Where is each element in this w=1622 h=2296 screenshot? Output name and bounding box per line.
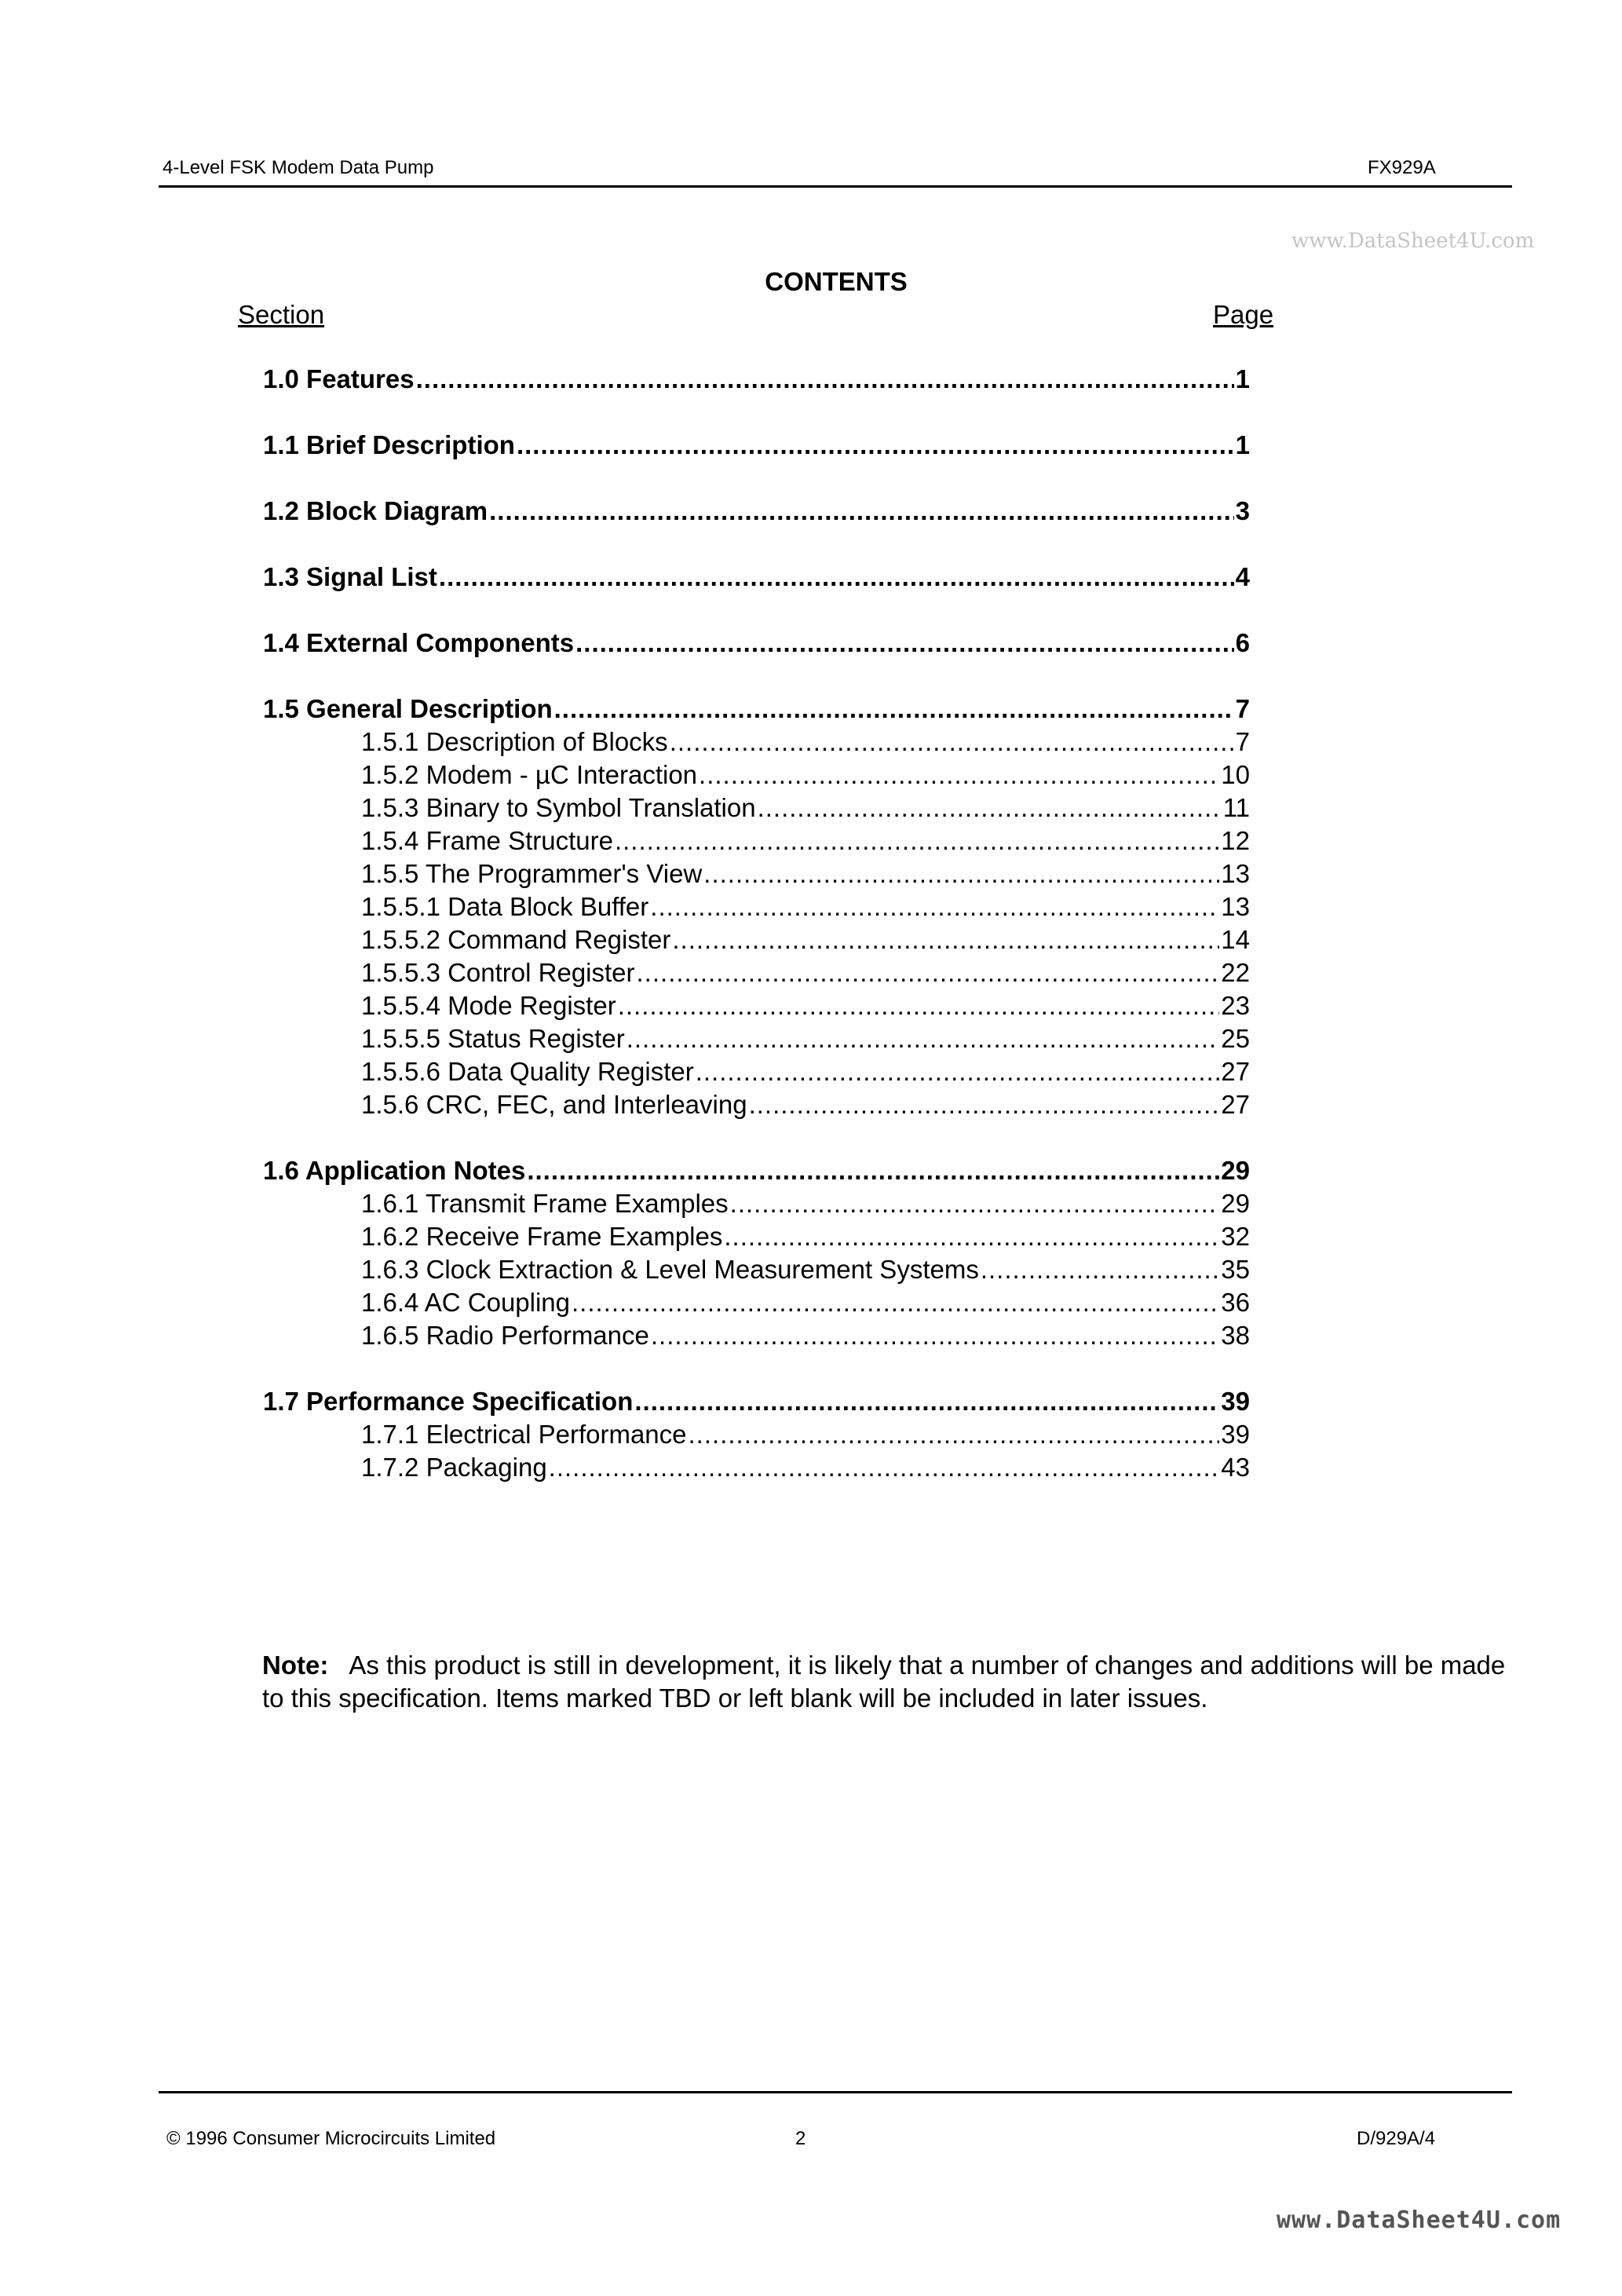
toc-section-entry[interactable] xyxy=(263,561,1250,594)
page-column-header: Page xyxy=(1213,300,1274,329)
toc-entry-page: 6 xyxy=(1235,628,1250,657)
toc-entry-page: 29 xyxy=(1221,1189,1250,1218)
toc-entry-page: 12 xyxy=(1221,826,1250,855)
toc-dot-leader xyxy=(627,1022,1220,1055)
toc-entry-label: 1.5.1 Description of Blocks xyxy=(361,727,668,756)
footer-document-code: D/929A/4 xyxy=(1357,2128,1436,2149)
toc-entry-label: 1.2 Block Diagram xyxy=(263,496,488,525)
toc-entry-label: 1.0 Features xyxy=(263,364,415,393)
toc-subsection-entry[interactable] xyxy=(263,1220,1250,1253)
toc-entry-label: 1.7 Performance Specification xyxy=(263,1387,634,1416)
toc-gap xyxy=(263,396,1250,429)
toc-section-entry[interactable] xyxy=(263,1385,1250,1418)
toc-entry-label: 1.6.2 Receive Frame Examples xyxy=(361,1222,723,1251)
toc-entry-page: 11 xyxy=(1222,793,1250,822)
toc-entry-page: 1 xyxy=(1235,364,1250,393)
toc-entry-label: 1.6.5 Radio Performance xyxy=(361,1321,649,1350)
toc-entry-page: 36 xyxy=(1221,1288,1250,1317)
toc-entry-page: 4 xyxy=(1235,562,1250,591)
toc-entry-page: 22 xyxy=(1221,958,1250,987)
table-of-contents xyxy=(263,363,1250,1484)
toc-subsection-entry[interactable] xyxy=(263,1418,1250,1451)
toc-dot-leader xyxy=(416,363,1234,396)
toc-entry-label: 1.5.2 Modem - µC Interaction xyxy=(361,760,698,789)
toc-gap xyxy=(263,1121,1250,1154)
toc-subsection-entry[interactable] xyxy=(263,1286,1250,1319)
toc-entry-label: 1.5 General Description xyxy=(263,694,553,723)
header-part-number: FX929A xyxy=(1368,157,1436,178)
toc-gap xyxy=(263,462,1250,495)
toc-subsection-entry[interactable] xyxy=(263,923,1250,956)
toc-entry-page: 32 xyxy=(1221,1222,1250,1251)
toc-subsection-entry[interactable] xyxy=(263,1187,1250,1220)
toc-entry-label: 1.5.5.2 Command Register xyxy=(361,925,671,954)
toc-entry-label: 1.5.5.6 Data Quality Register xyxy=(361,1057,694,1086)
toc-dot-leader xyxy=(696,1055,1220,1088)
toc-dot-leader xyxy=(618,989,1220,1022)
toc-entry-page: 13 xyxy=(1221,892,1250,921)
toc-dot-leader xyxy=(981,1253,1219,1286)
toc-entry-label: 1.5.4 Frame Structure xyxy=(361,826,613,855)
toc-dot-leader xyxy=(699,759,1219,792)
toc-entry-label: 1.5.5.1 Data Block Buffer xyxy=(361,892,649,921)
toc-subsection-entry[interactable] xyxy=(263,726,1250,759)
section-column-header: Section xyxy=(238,300,325,329)
note-text: As this product is still in development, it is likely that a number of changes and additions will be made to this specification. Items marked TBD or left blank will be included in later issues. xyxy=(262,1651,1506,1713)
toc-entry-page: 7 xyxy=(1235,727,1250,756)
toc-subsection-entry[interactable] xyxy=(263,1022,1250,1055)
toc-dot-leader xyxy=(554,693,1234,726)
toc-section-entry[interactable] xyxy=(263,627,1250,660)
toc-entry-label: 1.6 Application Notes xyxy=(263,1156,526,1185)
toc-entry-label: 1.5.5.3 Control Register xyxy=(361,958,635,987)
toc-subsection-entry[interactable] xyxy=(263,1088,1250,1121)
toc-entry-label: 1.5.6 CRC, FEC, and Interleaving xyxy=(361,1090,747,1119)
toc-entry-label: 1.5.5 The Programmer's View xyxy=(361,859,703,888)
toc-entry-page: 10 xyxy=(1221,760,1250,789)
footer-page-number: 2 xyxy=(795,2128,806,2149)
toc-dot-leader xyxy=(517,429,1234,462)
toc-entry-page: 1 xyxy=(1235,430,1250,459)
toc-dot-leader xyxy=(724,1220,1219,1253)
toc-section-entry[interactable] xyxy=(263,1154,1250,1187)
toc-dot-leader xyxy=(637,956,1220,989)
toc-dot-leader xyxy=(749,1088,1220,1121)
note-paragraph xyxy=(262,1649,1518,1715)
toc-dot-leader xyxy=(650,890,1219,923)
toc-subsection-entry[interactable] xyxy=(263,857,1250,890)
toc-gap xyxy=(263,528,1250,561)
toc-dot-leader xyxy=(730,1187,1220,1220)
toc-entry-label: 1.4 External Components xyxy=(263,628,575,657)
toc-gap xyxy=(263,660,1250,693)
toc-entry-page: 39 xyxy=(1221,1420,1250,1449)
toc-entry-page: 29 xyxy=(1221,1156,1250,1185)
toc-entry-label: 1.5.5.5 Status Register xyxy=(361,1024,625,1053)
toc-dot-leader xyxy=(575,627,1234,660)
toc-dot-leader xyxy=(549,1451,1220,1484)
toc-entry-label: 1.6.3 Clock Extraction & Level Measurement Systems xyxy=(361,1255,979,1284)
footer-divider xyxy=(159,2091,1512,2093)
toc-entry-page: 35 xyxy=(1221,1255,1250,1284)
toc-entry-label: 1.7.2 Packaging xyxy=(361,1453,547,1482)
toc-dot-leader xyxy=(758,792,1222,824)
toc-subsection-entry[interactable] xyxy=(263,759,1250,792)
page-title: CONTENTS xyxy=(765,267,908,296)
toc-subsection-entry[interactable] xyxy=(263,956,1250,989)
toc-entry-page: 13 xyxy=(1221,859,1250,888)
toc-dot-leader xyxy=(634,1385,1219,1418)
toc-subsection-entry[interactable] xyxy=(263,824,1250,857)
toc-dot-leader xyxy=(651,1319,1219,1352)
toc-dot-leader xyxy=(572,1286,1219,1319)
toc-subsection-entry[interactable] xyxy=(263,890,1250,923)
toc-section-entry[interactable] xyxy=(263,693,1250,726)
toc-entry-page: 27 xyxy=(1221,1057,1250,1086)
toc-subsection-entry[interactable] xyxy=(263,792,1250,824)
toc-subsection-entry[interactable] xyxy=(263,1055,1250,1088)
toc-section-entry[interactable] xyxy=(263,495,1250,528)
footer-copyright: © 1996 Consumer Microcircuits Limited xyxy=(166,2128,496,2149)
toc-entry-label: 1.5.5.4 Mode Register xyxy=(361,991,616,1020)
toc-subsection-entry[interactable] xyxy=(263,1451,1250,1484)
toc-gap xyxy=(263,594,1250,627)
toc-entry-label: 1.5.3 Binary to Symbol Translation xyxy=(361,793,756,822)
toc-dot-leader xyxy=(489,495,1234,528)
toc-gap xyxy=(263,1352,1250,1385)
toc-entry-page: 3 xyxy=(1235,496,1250,525)
watermark-bottom: www.DataSheet4U.com xyxy=(1277,2206,1562,2234)
toc-entry-page: 7 xyxy=(1235,694,1250,723)
toc-entry-page: 14 xyxy=(1221,925,1250,954)
toc-subsection-entry[interactable] xyxy=(263,989,1250,1022)
toc-entry-page: 25 xyxy=(1221,1024,1250,1053)
toc-entry-label: 1.1 Brief Description xyxy=(263,430,515,459)
toc-entry-label: 1.7.1 Electrical Performance xyxy=(361,1420,687,1449)
toc-entry-page: 23 xyxy=(1221,991,1250,1020)
toc-entry-page: 39 xyxy=(1221,1387,1250,1416)
toc-dot-leader xyxy=(670,726,1234,759)
toc-entry-page: 38 xyxy=(1221,1321,1250,1350)
toc-dot-leader xyxy=(672,923,1219,956)
toc-entry-page: 27 xyxy=(1221,1090,1250,1119)
toc-entry-label: 1.3 Signal List xyxy=(263,562,437,591)
toc-subsection-entry[interactable] xyxy=(263,1253,1250,1286)
note-label: Note: xyxy=(262,1651,329,1680)
toc-dot-leader xyxy=(527,1154,1219,1187)
toc-dot-leader xyxy=(703,857,1219,890)
header-title: 4-Level FSK Modem Data Pump xyxy=(163,157,434,178)
toc-dot-leader xyxy=(439,561,1234,594)
toc-entry-label: 1.6.1 Transmit Frame Examples xyxy=(361,1189,729,1218)
toc-entry-page: 43 xyxy=(1221,1453,1250,1482)
toc-dot-leader xyxy=(689,1418,1220,1451)
toc-dot-leader xyxy=(615,824,1219,857)
watermark-top: www.DataSheet4U.com xyxy=(1291,229,1535,253)
toc-section-entry[interactable] xyxy=(263,429,1250,462)
header-divider xyxy=(159,185,1512,188)
toc-entry-label: 1.6.4 AC Coupling xyxy=(361,1288,571,1317)
toc-subsection-entry[interactable] xyxy=(263,1319,1250,1352)
toc-section-entry[interactable] xyxy=(263,363,1250,396)
